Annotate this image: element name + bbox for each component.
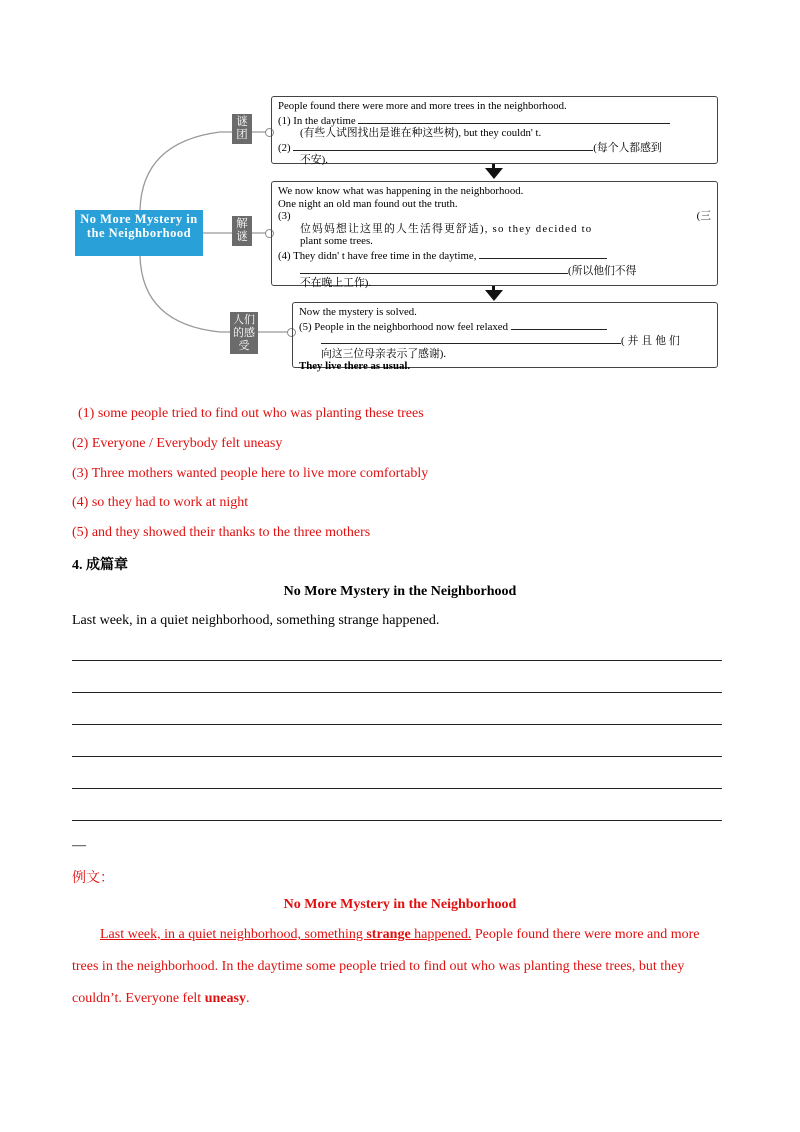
mind-map-diagram <box>70 92 720 372</box>
writing-line[interactable] <box>72 660 722 661</box>
box-text: (4) They didn' t have free time in the daytime, <box>278 249 477 262</box>
answer-blank-4 <box>479 248 607 259</box>
box-text: (1) In the daytime <box>278 114 356 127</box>
writing-line[interactable] <box>72 692 722 693</box>
essay-text: trees in the neighborhood. In the daytime some people tried to find out who was planting these trees, but they <box>72 959 685 974</box>
box-text: We now know what was happening in the neighborhood. <box>278 185 524 197</box>
answer-3: (3) Three mothers wanted people here to live more comfortably <box>72 466 429 481</box>
writing-line[interactable] <box>72 788 722 789</box>
writing-line[interactable] <box>72 724 722 725</box>
essay-text: . <box>245 991 250 1006</box>
answer-1: (1) some people tried to find out who was planting these trees <box>78 406 424 421</box>
example-title: No More Mystery in the Neighborhood <box>283 897 517 912</box>
answer-blank-4b <box>300 263 568 274</box>
answer-blank-5b <box>321 333 621 344</box>
box-text: Now the mystery is solved. <box>299 306 417 318</box>
answer-blank-2 <box>293 140 593 151</box>
box-text: (2) <box>278 141 291 154</box>
box-text: 不在晚上工作). <box>300 277 372 290</box>
box-text: (每个人都感到 <box>593 141 662 154</box>
essay-text: happened. <box>410 927 472 942</box>
box-text: (3) <box>278 210 291 223</box>
essay-text: couldn’t. Everyone felt <box>72 991 205 1006</box>
answer-blank-5 <box>511 319 607 330</box>
center-topic-node: No More Mystery in the Neighborhood <box>75 210 203 256</box>
box-text: They live there as usual. <box>299 360 411 373</box>
down-arrow-icon <box>485 290 503 301</box>
writing-line[interactable] <box>72 756 722 757</box>
essay-text: People found there were more and more <box>471 927 700 942</box>
example-essay <box>72 919 722 1015</box>
tag-people-feeling: 人们的感受 <box>230 312 258 354</box>
box-text: People found there were more and more trees in the neighborhood. <box>278 100 567 112</box>
essay-text: Last week, in a quiet neighborhood, something <box>100 927 367 942</box>
answer-2: (2) Everyone / Everybody felt uneasy <box>72 436 283 451</box>
tag-solve-mystery: 解谜 <box>232 216 252 246</box>
box-text: 不安). <box>300 154 328 167</box>
box-text: 位妈妈想让这里的人生活得更舒适), so they decided to <box>300 222 593 235</box>
box-text: plant some trees. <box>300 235 373 248</box>
box-text: 向这三位母亲表示了感谢). <box>321 347 447 360</box>
box-text: (三 <box>696 210 711 223</box>
essay-opening: Last week, in a quiet neighborhood, something strange happened. <box>72 613 440 628</box>
essay-keyword: strange <box>366 927 411 942</box>
box-text: One night an old man found out the truth. <box>278 197 458 210</box>
answer-blank-1 <box>358 113 670 124</box>
down-arrow-icon <box>485 168 503 179</box>
tag-mystery: 谜团 <box>232 114 252 144</box>
box-text: (5) People in the neighborhood now feel relaxed <box>299 320 508 333</box>
essay-keyword: uneasy <box>204 991 246 1006</box>
people-feeling-box <box>292 302 718 373</box>
mystery-box <box>271 96 718 167</box>
essay-title: No More Mystery in the Neighborhood <box>283 584 517 599</box>
writing-line[interactable] <box>72 820 722 821</box>
answer-4: (4) so they had to work at night <box>72 495 249 510</box>
answer-5: (5) and they showed their thanks to the three mothers <box>72 525 371 540</box>
trailing-dash: — <box>72 838 86 853</box>
section-heading: 4. 成篇章 <box>72 558 128 573</box>
example-label: 例文： <box>72 871 114 886</box>
box-text: (并且他们 <box>621 335 683 348</box>
solve-mystery-box <box>271 181 718 290</box>
box-text: (有些人试图找出是谁在种这些树), but they couldn' t. <box>300 127 542 140</box>
box-text: (所以他们不得 <box>568 264 637 277</box>
